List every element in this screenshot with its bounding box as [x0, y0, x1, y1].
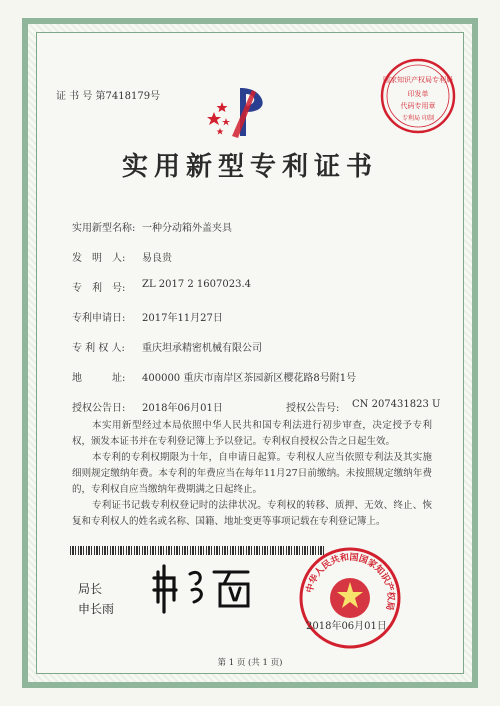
patent-no-value: ZL 2017 2 1607023.4 [142, 279, 252, 290]
filing-date-value: 2017年11月27日 [142, 313, 223, 324]
owner-value: 重庆坦承精密机械有限公司 [142, 343, 262, 354]
seal-top-line2: 印发单 [407, 90, 429, 98]
seal-ring-text: 中华人民共和国国家知识产权局 [305, 552, 396, 612]
barcode [70, 546, 326, 555]
address-value: 400000 重庆市南岸区茶园新区樱花路8号附1号 [142, 373, 357, 384]
name-value: 一种分动箱外盖夹具 [142, 223, 232, 234]
office-seal-icon [378, 56, 458, 136]
director-name: 申长雨 [78, 602, 115, 616]
certificate-title: 实用新型专利证书 [121, 152, 378, 182]
filing-date-label: 专利申请日: [72, 313, 126, 324]
director-title: 局长 [78, 582, 103, 596]
owner-label: 专 利 权 人: [72, 343, 125, 354]
notice-paragraph-3: 专利证书记载专利权登记时的法律状况。专利权的转移、质押、无效、终止、恢复和专利权人的姓名或名称、国籍、地址变更等事项记载在专利登记簿上。 [72, 500, 432, 527]
page-footer: 第 1 页 (共 1 页) [217, 658, 283, 668]
stamp-date: 2018年06月01日 [306, 621, 387, 632]
grant-date-label: 授权公告日: [72, 403, 126, 414]
notice-paragraph-2: 本专利的专利权期限为十年，自申请日起算。专利权人应当依照专利法及其实施细则规定缴纳年费。本专利的年费应当在每年11月27日前缴纳。未按照规定缴纳年费的，专利权自应当缴纳年费期满之日起终止。 [72, 452, 432, 495]
grant-no-value: CN 207431823 U [352, 399, 441, 410]
sipo-logo-icon [200, 82, 280, 142]
seal-top-bottom: 专利局 印制 [402, 115, 434, 122]
patent-no-label: 专 利 号: [72, 283, 126, 294]
inventor-value: 易良贵 [142, 253, 172, 264]
inventor-label: 发 明 人: [72, 253, 126, 264]
name-label: 实用新型名称: [72, 223, 136, 234]
seal-top-line3: 代码专用章 [400, 102, 436, 110]
national-seal-icon [298, 546, 402, 650]
address-label: 地 址: [72, 373, 126, 384]
director-signature [150, 560, 260, 626]
seal-top-line1: 国家知识产权局专利局 [383, 76, 453, 84]
grant-date-value: 2018年06月01日 [142, 403, 223, 414]
certificate-number: 证 书 号 第7418179号 [56, 91, 161, 102]
grant-no-label: 授权公告号: [286, 403, 340, 414]
notice-paragraph-1: 本实用新型经过本局依照中华人民共和国专利法进行初步审查，决定授予专利权，颁发本证书并在专利登记簿上予以登记。专利权自授权公告之日起生效。 [72, 420, 432, 447]
